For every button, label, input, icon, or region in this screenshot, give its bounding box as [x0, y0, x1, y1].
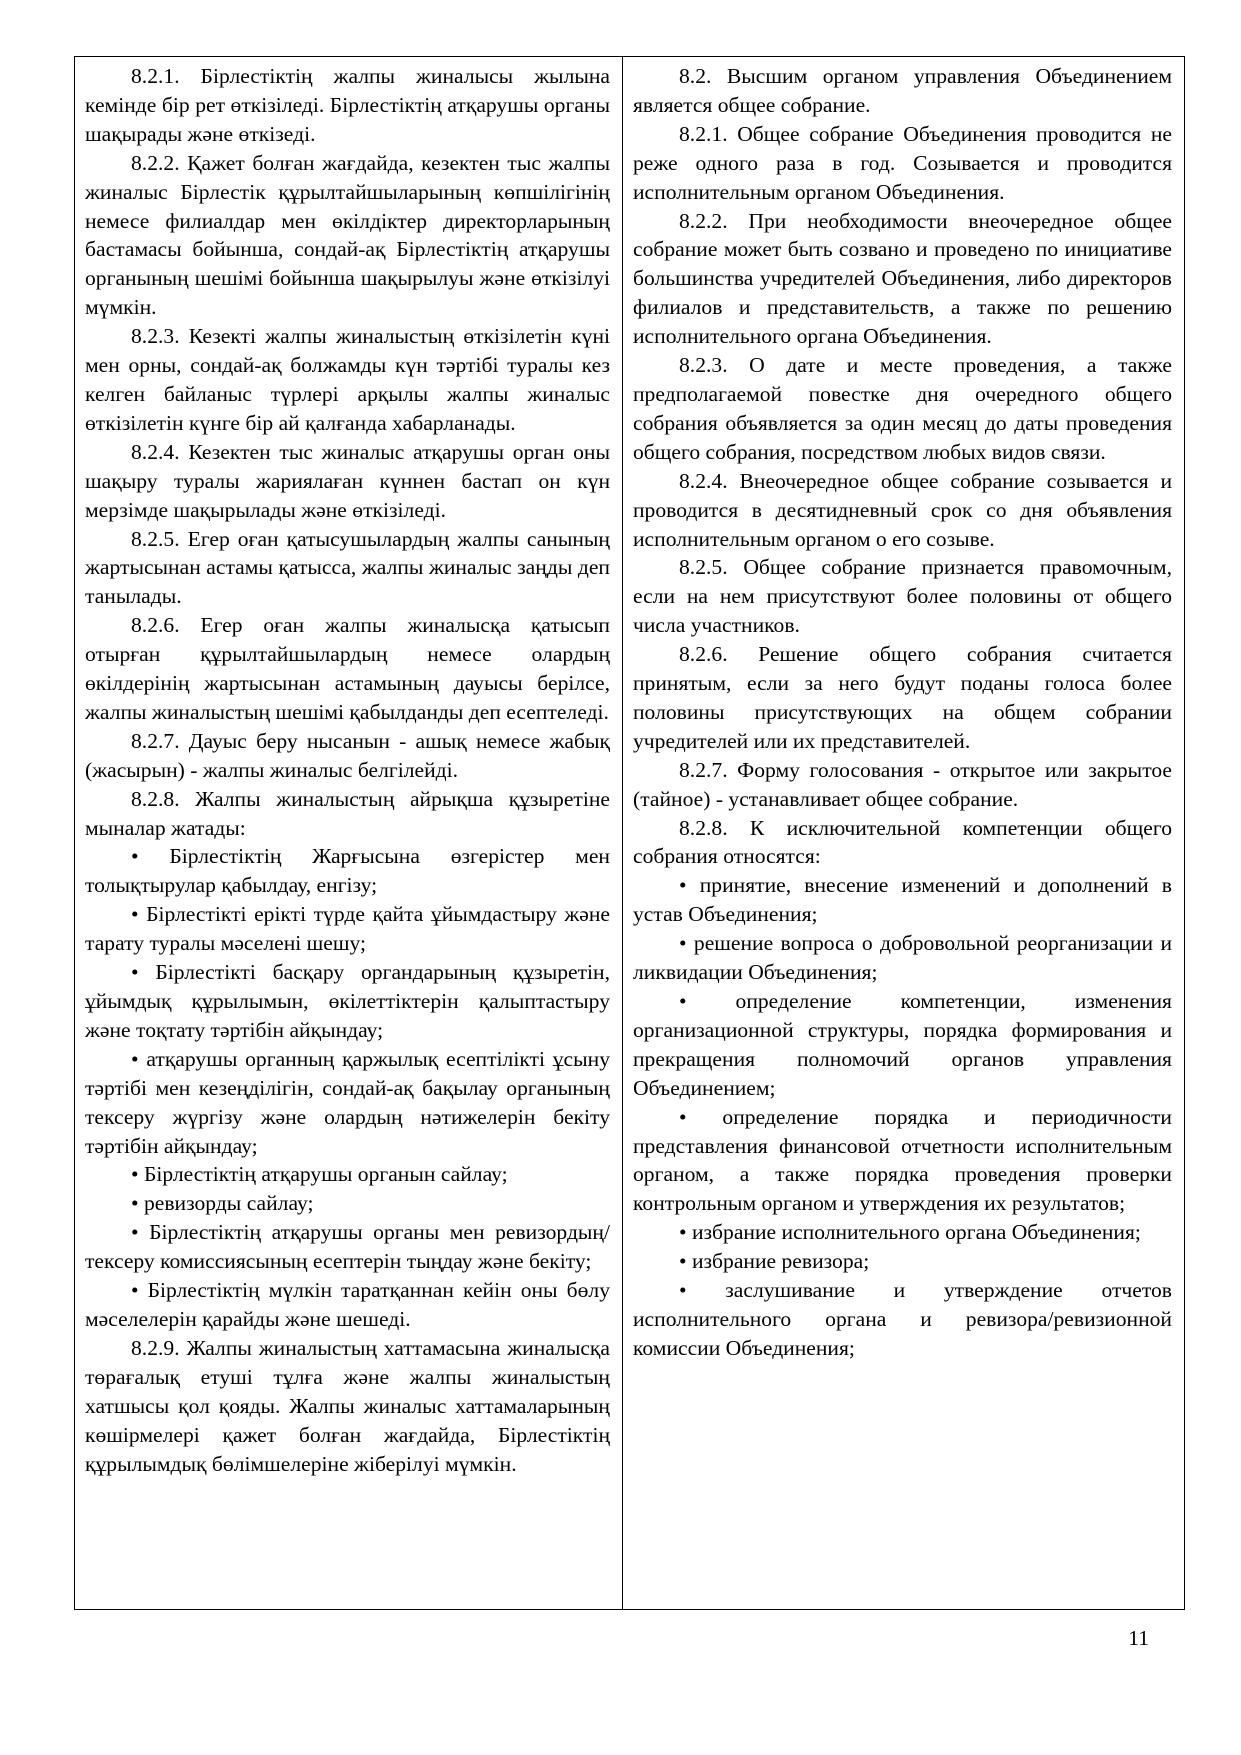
bullet-item: • заслушивание и утверждение отчетов исполнительного органа и ревизора/ревизионной комиссии Объединения;: [633, 1278, 1172, 1360]
paragraph: 8.2.1. Бірлестіктің жалпы жиналысы жылына кемінде бір рет өткізіледі. Бірлестіктің атқарушы органы шақырады және өткізеді.: [85, 64, 610, 146]
paragraph: 8.2.3. О дате и месте проведения, а также предполагаемой повестке дня очередного общего собрания объявляется за один месяц до даты проведения общего собрания, посредством любых видов связи.: [633, 353, 1172, 464]
paragraph: 8.2.4. Внеочередное общее собрание созывается и проводится в десятидневный срок со дня объявления исполнительным органом о его созыве.: [633, 468, 1172, 551]
bullet-item: • Бірлестіктің мүлкін таратқаннан кейін оны бөлу мәселелерін қарайды және шешеді.: [85, 1278, 610, 1331]
page-number: 11: [1128, 1626, 1149, 1650]
bullet-item: • избрание исполнительного органа Объединения;: [679, 1220, 1141, 1245]
bullet-item: • атқарушы органның қаржылық есептілікті ұсыну тәртібі мен кезеңділігін, сондай-ақ бақылау органының тексеру жүргізу және олардың нәтижелерін бекіту тәртібін айқындау;: [85, 1046, 610, 1158]
russian-column: [623, 57, 1184, 1609]
bullet-item: • определение порядка и периодичности представления финансовой отчетности исполнительным органом, а также порядка проведения проверки контрольным органом и утверждения их результатов;: [633, 1104, 1172, 1216]
paragraph: 8.2.5. Общее собрание признается правомочным, если на нем присутствуют более половины от общего числа участников.: [633, 555, 1172, 638]
paragraph: 8.2.3. Кезекті жалпы жиналыстың өткізілетін күні мен орны, сондай-ақ болжамды күн тәртібі туралы кез келген байланыс түрлері арқылы жалпы жиналыс өткізілетін күнге бір ай қалғанда хабарланады.: [85, 324, 610, 435]
bullet-item: • Бірлестікті басқару органдарының құзыретін, ұйымдық құрылымын, өкілеттіктерін қалыптастыру және тоқтату тәртібін айқындау;: [85, 960, 610, 1042]
bullet-item: • Бірлестіктің атқарушы органы мен ревизордың/тексеру комиссиясының есептерін тыңдау және бекіту;: [85, 1220, 610, 1274]
paragraph: 8.2.4. Кезектен тыс жиналыс атқарушы орган оны шақыру туралы жариялаған күннен бастап он күн мерзімде шақырылады және өткізіледі.: [85, 439, 610, 522]
paragraph: 8.2.8. К исключительной компетенции общего собрания относятся:: [633, 815, 1172, 869]
bullet-item: • решение вопроса о добровольной реорганизации и ликвидации Объединения;: [633, 931, 1172, 985]
bilingual-table: [74, 56, 1185, 1610]
bullet-item: • ревизорды сайлау;: [131, 1191, 314, 1216]
paragraph: 8.2.1. Общее собрание Объединения проводится не реже одного раза в год. Созывается и проводится исполнительным органом Объединения.: [633, 121, 1172, 204]
paragraph: 8.2.8. Жалпы жиналыстың айрықша құзыретіне мыналар жатады:: [85, 786, 610, 840]
paragraph: 8.2.5. Егер оған қатысушылардың жалпы санының жартысынан астамы қатысса, жалпы жиналыс заңды деп танылады.: [85, 526, 610, 609]
paragraph: 8.2.7. Дауыс беру нысанын - ашық немесе жабық (жасырын) - жалпы жиналыс белгілейді.: [85, 728, 610, 782]
bullet-item: • избрание ревизора;: [679, 1249, 870, 1274]
paragraph: 8.2.6. Решение общего собрания считается принятым, если за него будут поданы голоса более половины присутствующих на общем собрании учредителей или их представителей.: [633, 642, 1172, 753]
bullet-item: • принятие, внесение изменений и дополнений в устав Объединения;: [633, 873, 1172, 927]
bullet-item: • Бірлестіктің Жарғысына өзгерістер мен толықтырулар қабылдау, енгізу;: [85, 844, 610, 898]
paragraph: 8.2. Высшим органом управления Объединением является общее собрание.: [633, 64, 1172, 117]
paragraph: 8.2.6. Егер оған жалпы жиналысқа қатысып отырған құрылтайшылардың немесе олардың өкілдерінің жартысынан астамының дауысы берілсе, жалпы жиналыстың шешімі қабылданды деп есептеледі.: [85, 613, 610, 724]
paragraph: 8.2.9. Жалпы жиналыстың хаттамасына жиналысқа төрағалық етуші тұлға және жалпы жиналыстың хатшысы қол қояды. Жалпы жиналыс хаттамаларының көшірмелері қажет болған жағдайда, Бірлестіктің құрылымдық бөлімшелеріне жіберілуі мүмкін.: [85, 1335, 610, 1476]
kazakh-column: [75, 57, 623, 1609]
bullet-item: • Бірлестікті ерікті түрде қайта ұйымдастыру және тарату туралы мәселені шешу;: [85, 902, 610, 956]
bullet-item: • Бірлестіктің атқарушы органын сайлау;: [131, 1162, 508, 1187]
bullet-item: • определение компетенции, изменения организационной структуры, порядка формирования и прекращения полномочий органов управления Объединением;: [633, 989, 1172, 1100]
paragraph: 8.2.2. При необходимости внеочередное общее собрание может быть созвано и проведено по инициативе большинства учредителей Объединения, либо директоров филиалов и представительств, а также по решению исполнительного органа Объединения.: [633, 208, 1172, 349]
paragraph: 8.2.7. Форму голосования - открытое или закрытое (тайное) - устанавливает общее собрание.: [633, 757, 1172, 811]
paragraph: 8.2.2. Қажет болған жағдайда, кезектен тыс жалпы жиналыс Бірлестік құрылтайшыларының көпшілігінің немесе филиалдар мен өкілдіктер директорларының бастамасы бойынша, сондай-ақ Бірлестіктің атқарушы органының шешімі бойынша шақырылуы және өткізілуі мүмкін.: [85, 150, 610, 320]
